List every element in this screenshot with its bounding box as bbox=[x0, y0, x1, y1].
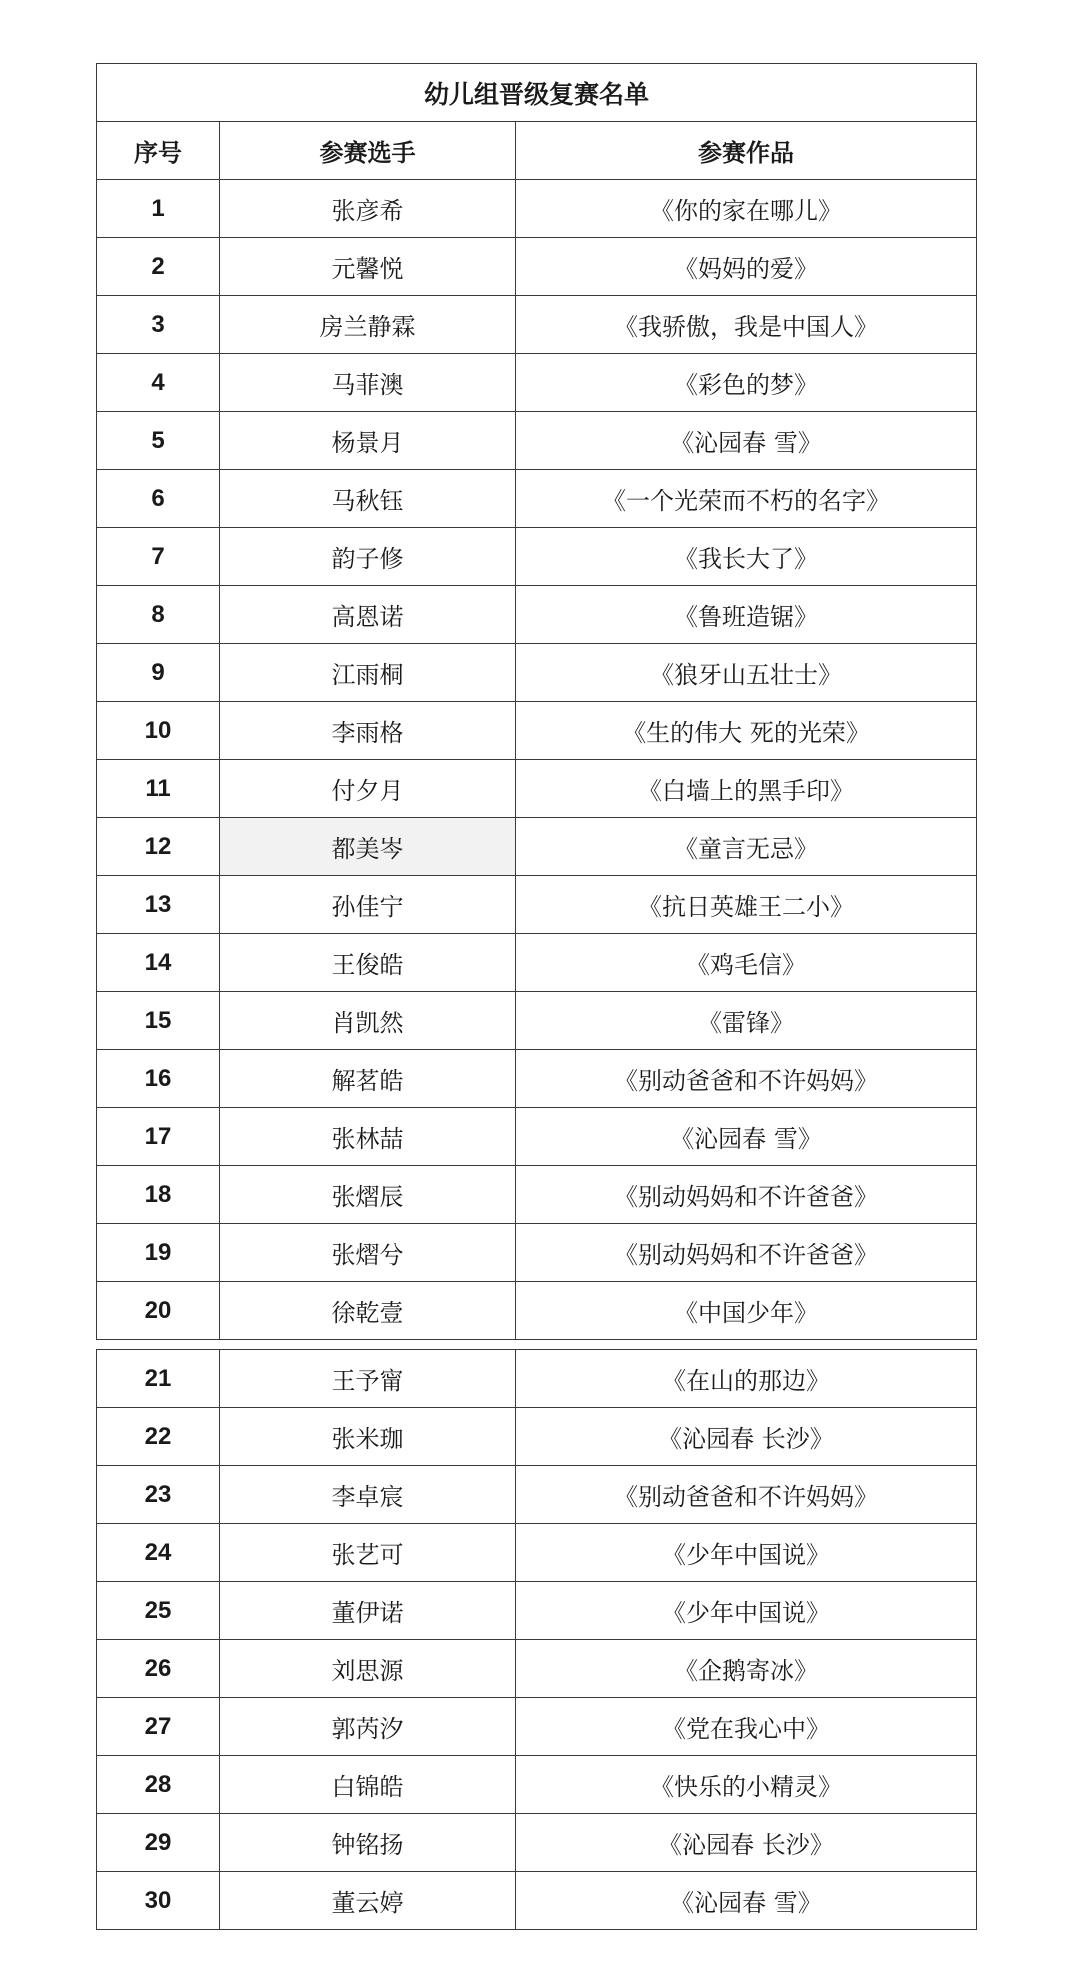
work-title: 《妈妈的爱》 bbox=[516, 238, 977, 296]
work-title: 《沁园春 长沙》 bbox=[516, 1408, 977, 1466]
row-number: 5 bbox=[97, 412, 220, 470]
table-body-part2 bbox=[97, 1350, 977, 1930]
table-row bbox=[97, 1872, 977, 1930]
contestant-name: 马菲澳 bbox=[220, 354, 516, 412]
work-title: 《彩色的梦》 bbox=[516, 354, 977, 412]
roster-table-continued bbox=[96, 1349, 977, 1930]
contestant-name: 解茗皓 bbox=[220, 1050, 516, 1108]
work-title: 《沁园春 雪》 bbox=[516, 1872, 977, 1930]
work-title: 《党在我心中》 bbox=[516, 1698, 977, 1756]
work-title: 《我骄傲，我是中国人》 bbox=[516, 296, 977, 354]
work-title: 《狼牙山五壮士》 bbox=[516, 644, 977, 702]
table-row bbox=[97, 354, 977, 412]
contestant-name: 高恩诺 bbox=[220, 586, 516, 644]
row-number: 15 bbox=[97, 992, 220, 1050]
table-body-part1 bbox=[97, 180, 977, 1340]
contestant-name: 刘思源 bbox=[220, 1640, 516, 1698]
table-row bbox=[97, 1756, 977, 1814]
work-title: 《中国少年》 bbox=[516, 1282, 977, 1340]
row-number: 21 bbox=[97, 1350, 220, 1408]
work-title: 《在山的那边》 bbox=[516, 1350, 977, 1408]
row-number: 27 bbox=[97, 1698, 220, 1756]
contestant-name: 白锦皓 bbox=[220, 1756, 516, 1814]
row-number: 29 bbox=[97, 1814, 220, 1872]
work-title: 《你的家在哪儿》 bbox=[516, 180, 977, 238]
table-row bbox=[97, 760, 977, 818]
row-number: 1 bbox=[97, 180, 220, 238]
contestant-name: 元馨悦 bbox=[220, 238, 516, 296]
work-title: 《童言无忌》 bbox=[516, 818, 977, 876]
row-number: 10 bbox=[97, 702, 220, 760]
row-number: 9 bbox=[97, 644, 220, 702]
table-title: 幼儿组晋级复赛名单 bbox=[97, 64, 977, 122]
table-row bbox=[97, 470, 977, 528]
work-title: 《鲁班造锯》 bbox=[516, 586, 977, 644]
contestant-name: 江雨桐 bbox=[220, 644, 516, 702]
table-row bbox=[97, 412, 977, 470]
row-number: 30 bbox=[97, 1872, 220, 1930]
work-title: 《少年中国说》 bbox=[516, 1582, 977, 1640]
contestant-name: 马秋钰 bbox=[220, 470, 516, 528]
work-title: 《别动爸爸和不许妈妈》 bbox=[516, 1050, 977, 1108]
table-row bbox=[97, 702, 977, 760]
contestant-name: 房兰静霖 bbox=[220, 296, 516, 354]
contestant-name: 张米珈 bbox=[220, 1408, 516, 1466]
contestant-name: 李卓宸 bbox=[220, 1466, 516, 1524]
work-title: 《雷锋》 bbox=[516, 992, 977, 1050]
contestant-name: 付夕月 bbox=[220, 760, 516, 818]
table-row bbox=[97, 1814, 977, 1872]
header-number: 序号 bbox=[97, 122, 220, 180]
row-number: 25 bbox=[97, 1582, 220, 1640]
contestant-name: 张熠辰 bbox=[220, 1166, 516, 1224]
row-number: 24 bbox=[97, 1524, 220, 1582]
contestant-name: 张林喆 bbox=[220, 1108, 516, 1166]
contestant-name: 董云婷 bbox=[220, 1872, 516, 1930]
contestant-name: 徐乾壹 bbox=[220, 1282, 516, 1340]
table-row bbox=[97, 1224, 977, 1282]
table-row bbox=[97, 1698, 977, 1756]
contestant-name: 董伊诺 bbox=[220, 1582, 516, 1640]
table-row bbox=[97, 528, 977, 586]
table-row bbox=[97, 1408, 977, 1466]
table-row bbox=[97, 818, 977, 876]
roster-table bbox=[96, 63, 977, 1340]
table-row bbox=[97, 1582, 977, 1640]
work-title: 《快乐的小精灵》 bbox=[516, 1756, 977, 1814]
row-number: 26 bbox=[97, 1640, 220, 1698]
row-number: 22 bbox=[97, 1408, 220, 1466]
work-title: 《别动爸爸和不许妈妈》 bbox=[516, 1466, 977, 1524]
contestant-name: 都美岑 bbox=[220, 818, 516, 876]
table-row bbox=[97, 1166, 977, 1224]
work-title: 《沁园春 雪》 bbox=[516, 412, 977, 470]
contestant-name: 王俊皓 bbox=[220, 934, 516, 992]
work-title: 《我长大了》 bbox=[516, 528, 977, 586]
work-title: 《别动妈妈和不许爸爸》 bbox=[516, 1166, 977, 1224]
contestant-name: 张艺可 bbox=[220, 1524, 516, 1582]
table-row bbox=[97, 644, 977, 702]
work-title: 《别动妈妈和不许爸爸》 bbox=[516, 1224, 977, 1282]
row-number: 11 bbox=[97, 760, 220, 818]
table-row bbox=[97, 1466, 977, 1524]
row-number: 28 bbox=[97, 1756, 220, 1814]
table-row bbox=[97, 1282, 977, 1340]
contestant-name: 孙佳宁 bbox=[220, 876, 516, 934]
row-number: 12 bbox=[97, 818, 220, 876]
header-work: 参赛作品 bbox=[516, 122, 977, 180]
table-row bbox=[97, 586, 977, 644]
contestant-name: 张熠兮 bbox=[220, 1224, 516, 1282]
work-title: 《抗日英雄王二小》 bbox=[516, 876, 977, 934]
work-title: 《白墙上的黑手印》 bbox=[516, 760, 977, 818]
work-title: 《少年中国说》 bbox=[516, 1524, 977, 1582]
header-contestant: 参赛选手 bbox=[220, 122, 516, 180]
table-row bbox=[97, 876, 977, 934]
row-number: 16 bbox=[97, 1050, 220, 1108]
row-number: 3 bbox=[97, 296, 220, 354]
row-number: 4 bbox=[97, 354, 220, 412]
table-row bbox=[97, 1350, 977, 1408]
row-number: 14 bbox=[97, 934, 220, 992]
row-number: 2 bbox=[97, 238, 220, 296]
table-row bbox=[97, 238, 977, 296]
header-row bbox=[97, 122, 977, 180]
contestant-name: 杨景月 bbox=[220, 412, 516, 470]
contestant-name: 李雨格 bbox=[220, 702, 516, 760]
table-row bbox=[97, 992, 977, 1050]
row-number: 19 bbox=[97, 1224, 220, 1282]
row-number: 20 bbox=[97, 1282, 220, 1340]
table-row bbox=[97, 180, 977, 238]
work-title: 《生的伟大 死的光荣》 bbox=[516, 702, 977, 760]
table-row bbox=[97, 1050, 977, 1108]
work-title: 《沁园春 长沙》 bbox=[516, 1814, 977, 1872]
row-number: 18 bbox=[97, 1166, 220, 1224]
row-number: 7 bbox=[97, 528, 220, 586]
contestant-name: 郭芮汐 bbox=[220, 1698, 516, 1756]
row-number: 8 bbox=[97, 586, 220, 644]
contestant-name: 韵子修 bbox=[220, 528, 516, 586]
row-number: 13 bbox=[97, 876, 220, 934]
table-row bbox=[97, 1524, 977, 1582]
title-row bbox=[97, 64, 977, 122]
work-title: 《沁园春 雪》 bbox=[516, 1108, 977, 1166]
row-number: 17 bbox=[97, 1108, 220, 1166]
roster-table-part1 bbox=[96, 63, 976, 1340]
contestant-name: 肖凯然 bbox=[220, 992, 516, 1050]
work-title: 《企鹅寄冰》 bbox=[516, 1640, 977, 1698]
contestant-name: 张彦希 bbox=[220, 180, 516, 238]
row-number: 23 bbox=[97, 1466, 220, 1524]
table-row bbox=[97, 296, 977, 354]
table-row bbox=[97, 1108, 977, 1166]
work-title: 《一个光荣而不朽的名字》 bbox=[516, 470, 977, 528]
contestant-name: 钟铭扬 bbox=[220, 1814, 516, 1872]
work-title: 《鸡毛信》 bbox=[516, 934, 977, 992]
contestant-name: 王予甯 bbox=[220, 1350, 516, 1408]
row-number: 6 bbox=[97, 470, 220, 528]
table-row bbox=[97, 1640, 977, 1698]
table-row bbox=[97, 934, 977, 992]
roster-table-part2 bbox=[96, 1349, 976, 1930]
